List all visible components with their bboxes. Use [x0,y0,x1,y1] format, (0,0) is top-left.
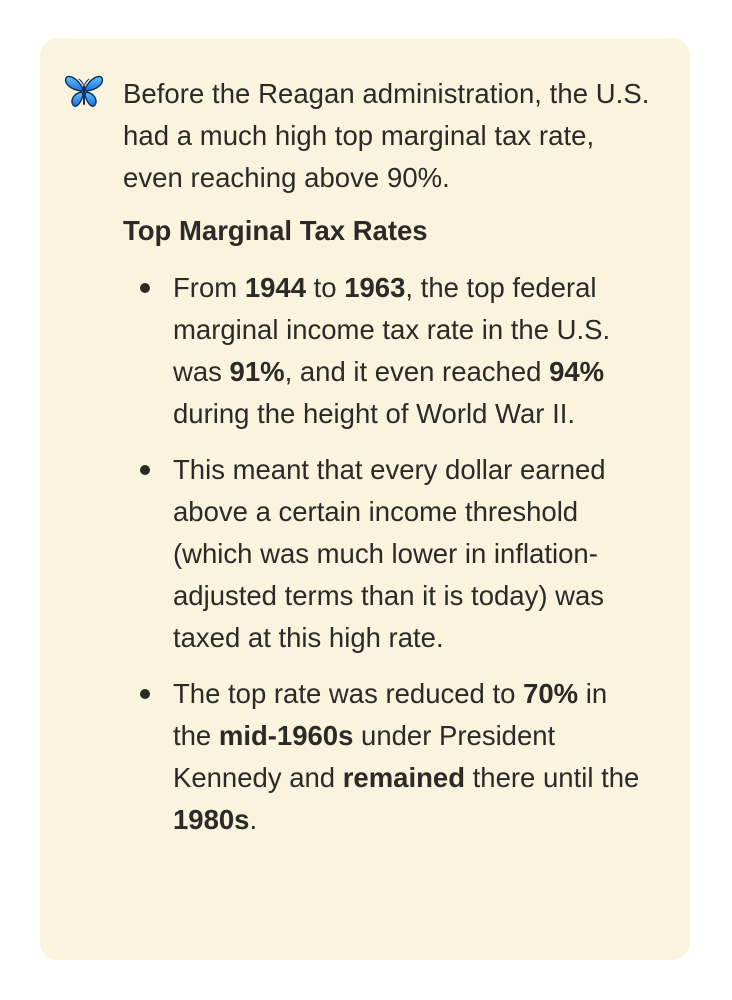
list-item-text: The top rate was reduced to 70% in the mid-1960s under President Kennedy and remained there until the 1980s. [173,678,640,835]
list-item [123,449,653,659]
bullet-dot [140,465,150,475]
message-content [123,73,653,855]
list-item-text: From 1944 to 1963, the top federal marginal income tax rate in the U.S. was 91%, and it even reached 94% during the height of World War II. [173,272,611,429]
bullet-dot [140,283,150,293]
bullet-list [123,267,653,841]
list-item [123,267,653,435]
butterfly-icon [64,72,104,112]
assistant-message-card [40,38,690,960]
section-heading: Top Marginal Tax Rates [123,215,428,246]
list-item [123,673,653,841]
list-item-text: This meant that every dollar earned above a certain income threshold (which was much lower in inflation-adjusted terms than it is today) was taxed at this high rate. [173,454,606,653]
intro-paragraph: Before the Reagan administration, the U.S. had a much high top marginal tax rate, even reaching above 90%. [123,78,650,193]
bullet-dot [140,689,150,699]
